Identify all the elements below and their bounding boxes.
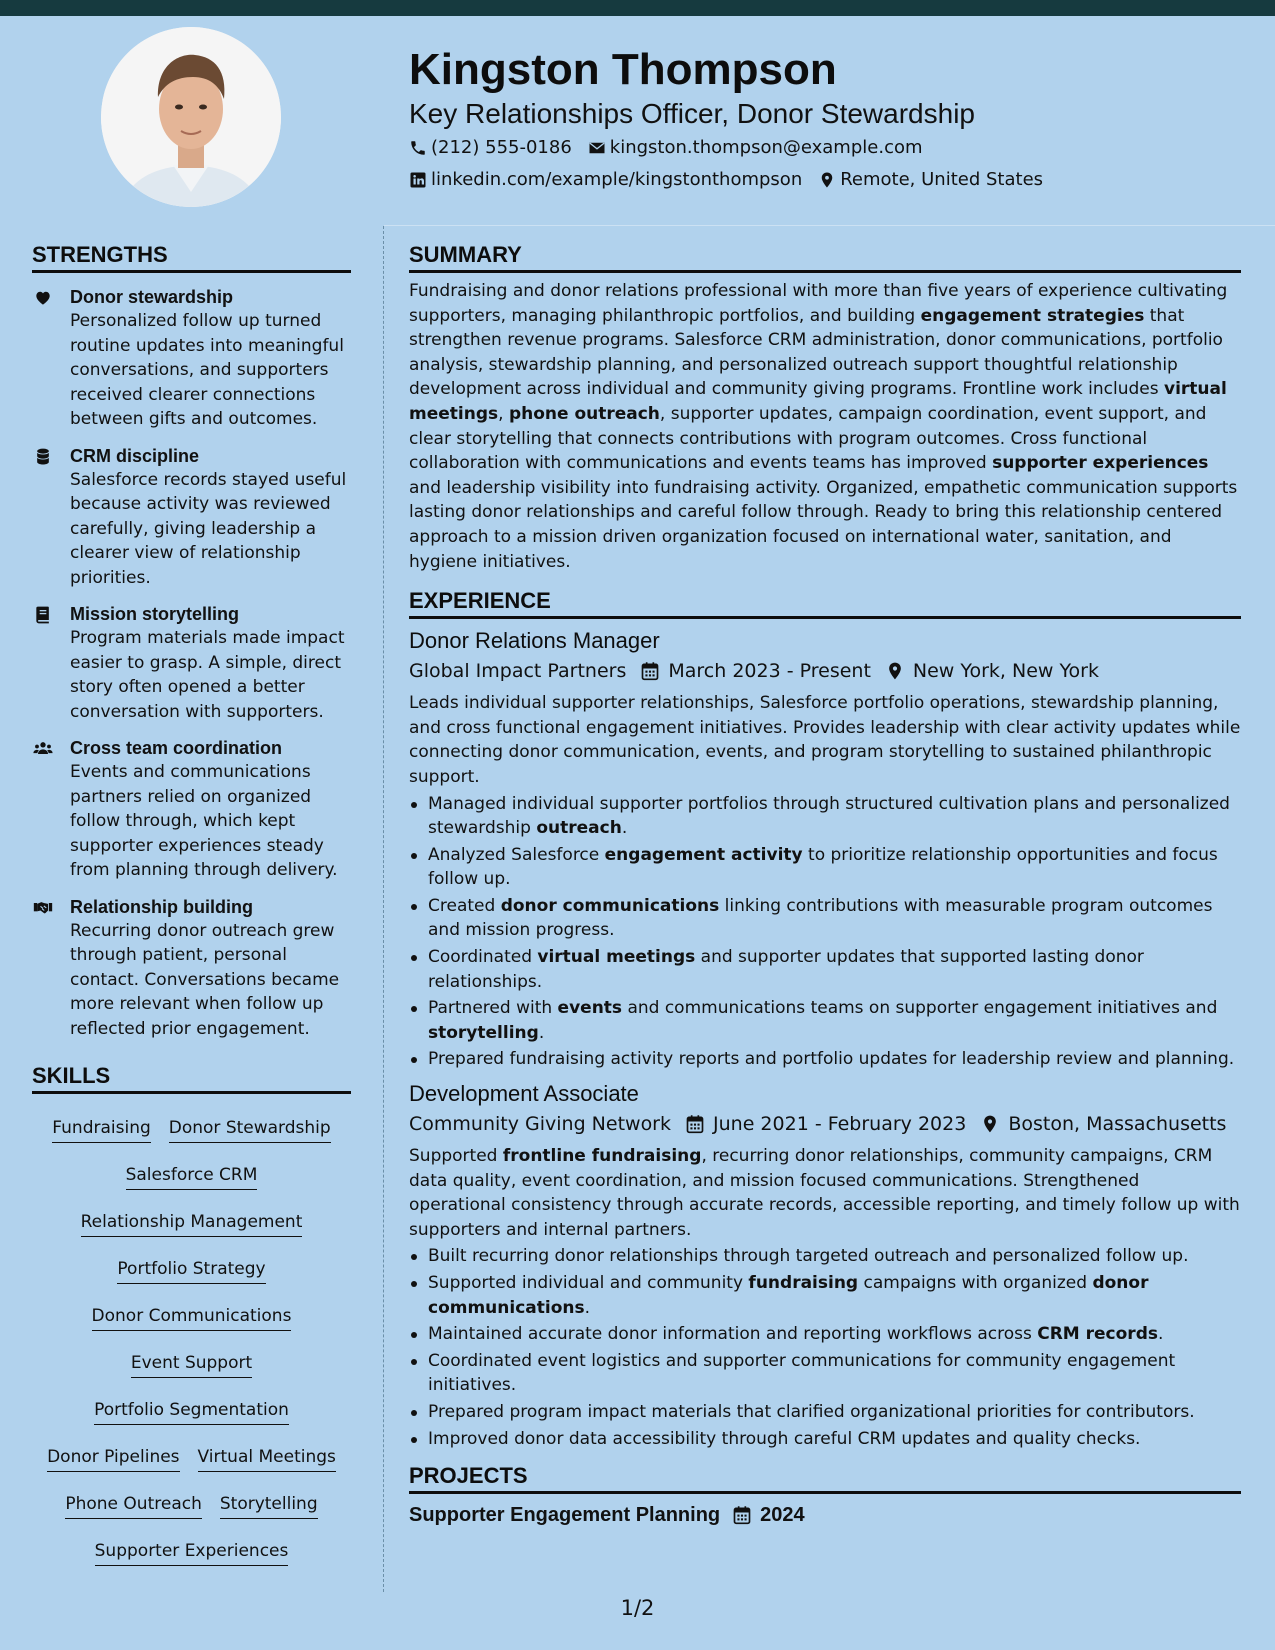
- bold-text: virtual meetings: [409, 379, 1227, 424]
- job-dates: [685, 1110, 966, 1138]
- projects-heading: PROJECTS: [409, 1461, 1241, 1494]
- strength-item: [32, 444, 351, 591]
- contact-row-1: [409, 132, 1249, 164]
- experience-heading: EXPERIENCE: [409, 586, 1241, 619]
- linkedin-text[interactable]: linkedin.com/example/kingstonthompson: [431, 169, 803, 190]
- strength-icon-wrap: [32, 898, 54, 1042]
- bold-text: supporter experiences: [992, 453, 1209, 474]
- database-icon: [32, 447, 54, 467]
- users-icon: [32, 739, 54, 759]
- strengths-list: [32, 285, 351, 1041]
- strength-icon-wrap: [32, 605, 54, 724]
- text-run: Prepared fundraising activity reports and portfolio updates for leadership review and planning.: [428, 1049, 1235, 1070]
- job-title: Development Associate: [409, 1081, 639, 1107]
- job-company: Community Giving Network: [409, 1113, 672, 1136]
- text-run: Improved donor data accessibility through careful CRM updates and quality checks.: [428, 1428, 1141, 1449]
- strength-icon-wrap: [32, 739, 54, 883]
- job-description: [409, 691, 1241, 789]
- strength-icon-wrap: [32, 288, 54, 432]
- strength-item: [32, 736, 351, 883]
- right-column: [409, 240, 1241, 1530]
- bullet-item: [409, 1400, 1241, 1425]
- project-title: Supporter Engagement Planning: [409, 1504, 721, 1527]
- strength-item: [32, 602, 351, 724]
- skill-tag: Portfolio Strategy: [117, 1257, 265, 1284]
- job-dates: [640, 657, 871, 685]
- text-run: Built recurring donor relationships through targeted outreach and personalized follow up.: [428, 1246, 1189, 1267]
- strength-description: Events and communications partners relied on organized follow through, which kept supporter experiences steady from planning through delivery.: [70, 762, 338, 880]
- text-run: Maintained accurate donor information and reporting workflows across: [428, 1324, 1038, 1345]
- job-title: Donor Relations Manager: [409, 628, 660, 654]
- candidate-role: Key Relationships Officer, Donor Stewardship: [409, 98, 975, 129]
- bullet-item: [409, 996, 1241, 1045]
- strength-title: Mission storytelling: [70, 604, 240, 624]
- strength-title: Donor stewardship: [70, 287, 234, 307]
- text-run: Supported: [409, 1146, 503, 1167]
- location-contact: [818, 164, 1043, 196]
- handshake-icon: [32, 898, 54, 918]
- bold-text: engagement strategies: [920, 305, 1145, 326]
- text-run: .: [1157, 1324, 1164, 1345]
- skill-tag: Supporter Experiences: [95, 1539, 289, 1566]
- summary-text: [409, 279, 1241, 574]
- text-run: to prioritize relationship opportunities and focus follow up.: [428, 844, 1218, 890]
- strength-body: [70, 736, 351, 883]
- envelope-icon: [588, 139, 606, 157]
- map-pin-icon: [980, 1114, 1000, 1134]
- text-run: campaigns with organized: [858, 1273, 1093, 1293]
- bold-text: phone outreach: [508, 403, 660, 424]
- skill-tag: Donor Stewardship: [169, 1116, 331, 1143]
- job-meta: [409, 1110, 1241, 1138]
- left-column: [32, 240, 351, 1576]
- strength-body: [70, 895, 351, 1042]
- heart-icon: [32, 288, 54, 308]
- bullet-item: [409, 1427, 1241, 1452]
- skill-tag: Donor Communications: [92, 1304, 292, 1331]
- strength-title: Relationship building: [70, 896, 253, 917]
- skill-tag: Phone Outreach: [65, 1492, 202, 1519]
- project-item: [409, 1500, 1241, 1530]
- job-bullets: [409, 792, 1241, 1073]
- skills-list: [32, 1106, 351, 1576]
- phone-contact: [409, 132, 572, 164]
- job-dates-text: March 2023 - Present: [668, 660, 871, 683]
- bullet-item: [409, 792, 1241, 841]
- summary-heading: SUMMARY: [409, 240, 1241, 273]
- strength-description: Salesforce records stayed useful because activity was reviewed carefully, giving leadership a clearer view of relationship priorities.: [70, 469, 347, 588]
- skills-heading: SKILLS: [32, 1061, 351, 1094]
- location-text: Remote, United States: [840, 169, 1044, 190]
- text-run: linking contributions with measurable program outcomes and mission progress.: [428, 895, 1213, 941]
- bold-text: engagement activity: [604, 844, 803, 865]
- bold-text: outreach: [536, 818, 622, 839]
- job-meta: [409, 657, 1241, 685]
- text-run: and leadership visibility into fundraising activity. Organized, empathetic communication supports lasting donor relationships and careful follow through. Ready to bring this relationship centered approach to a mission driven organization focused on international water, sanitation, and hygiene initiatives.: [409, 477, 1238, 572]
- skill-tag: Salesforce CRM: [126, 1163, 258, 1190]
- project-year: 2024: [760, 1504, 805, 1527]
- strength-title: Cross team coordination: [70, 738, 283, 758]
- calendar-icon: [732, 1505, 752, 1525]
- contact-row-2: [409, 164, 1249, 196]
- text-run: ,: [498, 403, 509, 424]
- top-bar: [0, 0, 1275, 16]
- column-divider: [383, 226, 384, 1592]
- header-separator: [384, 225, 1275, 226]
- bullet-item: [409, 1047, 1241, 1072]
- text-run: and communications teams on supporter engagement initiatives and: [622, 998, 1218, 1019]
- email-text[interactable]: kingston.thompson@example.com: [609, 137, 923, 158]
- text-run: Coordinated: [428, 947, 538, 968]
- phone-icon: [409, 139, 427, 157]
- bullet-item: [409, 1244, 1241, 1269]
- map-pin-icon: [818, 171, 836, 189]
- calendar-icon: [640, 661, 660, 681]
- job-bullets: [409, 1244, 1241, 1451]
- skill-tag: Portfolio Segmentation: [94, 1398, 289, 1425]
- bold-text: fundraising: [748, 1273, 859, 1293]
- strength-body: [70, 285, 351, 432]
- text-run: .: [538, 1022, 545, 1043]
- bold-text: virtual meetings: [537, 947, 696, 968]
- map-pin-icon: [885, 661, 905, 681]
- skill-tag: Donor Pipelines: [47, 1445, 179, 1472]
- avatar: [101, 27, 281, 207]
- skill-tag: Virtual Meetings: [198, 1445, 336, 1472]
- bullet-item: [409, 945, 1241, 994]
- strength-title: CRM discipline: [70, 445, 200, 466]
- text-run: , recurring donor relationships, community campaigns, CRM data quality, event coordination, and mission focused communications. Strengthened operational consistency through accurate records, accessible reporting, and timely follow up with supporters and internal partners.: [409, 1146, 1240, 1240]
- strength-icon-wrap: [32, 447, 54, 591]
- job-description: [409, 1144, 1241, 1242]
- job-location: [885, 657, 1099, 685]
- text-run: Fundraising and donor relations professional with more than five years of experience cultivating supporters, managing philanthropic portfolios, and building: [409, 281, 1228, 326]
- strengths-heading: STRENGTHS: [32, 240, 351, 273]
- skill-tag: Relationship Management: [81, 1210, 303, 1237]
- resume-header: [409, 42, 1249, 196]
- text-run: , supporter updates, campaign coordination, event support, and clear storytelling that connects contributions with program outcomes. Cross functional collaboration with communications and events teams has improved: [409, 403, 1207, 474]
- bold-text: donor communications: [500, 895, 720, 916]
- text-run: that strengthen revenue programs. Salesforce CRM administration, donor communications, portfolio analysis, stewardship planning, and personalized outreach support thoughtful relationship development across individual and community giving programs. Frontline work includes: [409, 305, 1223, 400]
- strength-item: [32, 895, 351, 1042]
- book-icon: [32, 605, 54, 625]
- strength-body: [70, 444, 351, 591]
- bullet-item: [409, 894, 1241, 943]
- text-run: and supporter updates that supported lasting donor relationships.: [428, 947, 1144, 992]
- bold-text: CRM records: [1037, 1324, 1158, 1345]
- job-dates-text: June 2021 - February 2023: [713, 1113, 967, 1136]
- strength-description: Recurring donor outreach grew through patient, personal contact. Conversations became more relevant when follow up reflected prior engagement.: [70, 920, 340, 1039]
- skill-tag: Storytelling: [220, 1492, 318, 1519]
- job-location: [980, 1110, 1226, 1138]
- experience-list: [409, 625, 1241, 1451]
- text-run: Coordinated event logistics and supporter communications for community engagement initiatives.: [428, 1350, 1176, 1396]
- text-run: .: [621, 818, 628, 839]
- strength-body: [70, 602, 351, 724]
- phone-text: (212) 555-0186: [431, 137, 572, 158]
- job-company: Global Impact Partners: [409, 660, 627, 683]
- bold-text: events: [557, 998, 623, 1019]
- text-run: Prepared program impact materials that clarified organizational priorities for contributors.: [428, 1401, 1195, 1422]
- bullet-item: [409, 1349, 1241, 1398]
- job-entry: [409, 1078, 1241, 1451]
- bullet-item: [409, 1271, 1241, 1320]
- text-run: Supported individual and community: [428, 1273, 749, 1293]
- strength-description: Personalized follow up turned routine updates into meaningful conversations, and supporters received clearer connections between gifts and outcomes.: [70, 311, 344, 429]
- job-location-text: Boston, Massachusetts: [1008, 1113, 1227, 1136]
- email-contact[interactable]: [588, 132, 923, 164]
- page-number: 1/2: [620, 1596, 655, 1620]
- linkedin-contact[interactable]: [409, 164, 802, 196]
- strength-description: Program materials made impact easier to grasp. A simple, direct story often opened a better conversation with supporters.: [70, 628, 345, 722]
- text-run: Partnered with: [428, 998, 558, 1019]
- bullet-item: [409, 1322, 1241, 1347]
- job-location-text: New York, New York: [912, 660, 1099, 683]
- text-run: Analyzed Salesforce: [428, 844, 605, 865]
- text-run: Created: [428, 895, 501, 916]
- calendar-icon: [685, 1114, 705, 1134]
- strength-item: [32, 285, 351, 432]
- text-run: Leads individual supporter relationships, Salesforce portfolio operations, stewardship planning, and cross functional engagement initiatives. Provides leadership with clear activity updates while connecting donor communication, events, and program storytelling to sustained philanthropic support.: [409, 693, 1241, 787]
- skill-tag: Fundraising: [52, 1116, 150, 1143]
- job-entry: [409, 625, 1241, 1072]
- candidate-name: Kingston Thompson: [409, 45, 837, 94]
- bold-text: storytelling: [428, 1022, 539, 1043]
- text-run: Managed individual supporter portfolios through structured cultivation plans and personalized stewardship: [428, 793, 1230, 839]
- skill-tag: Event Support: [131, 1351, 252, 1378]
- projects-list: [409, 1500, 1241, 1530]
- bold-text: frontline fundraising: [502, 1146, 702, 1167]
- text-run: .: [584, 1297, 591, 1318]
- bullet-item: [409, 843, 1241, 892]
- linkedin-icon: [409, 171, 427, 189]
- bold-text: donor communications: [428, 1273, 1149, 1318]
